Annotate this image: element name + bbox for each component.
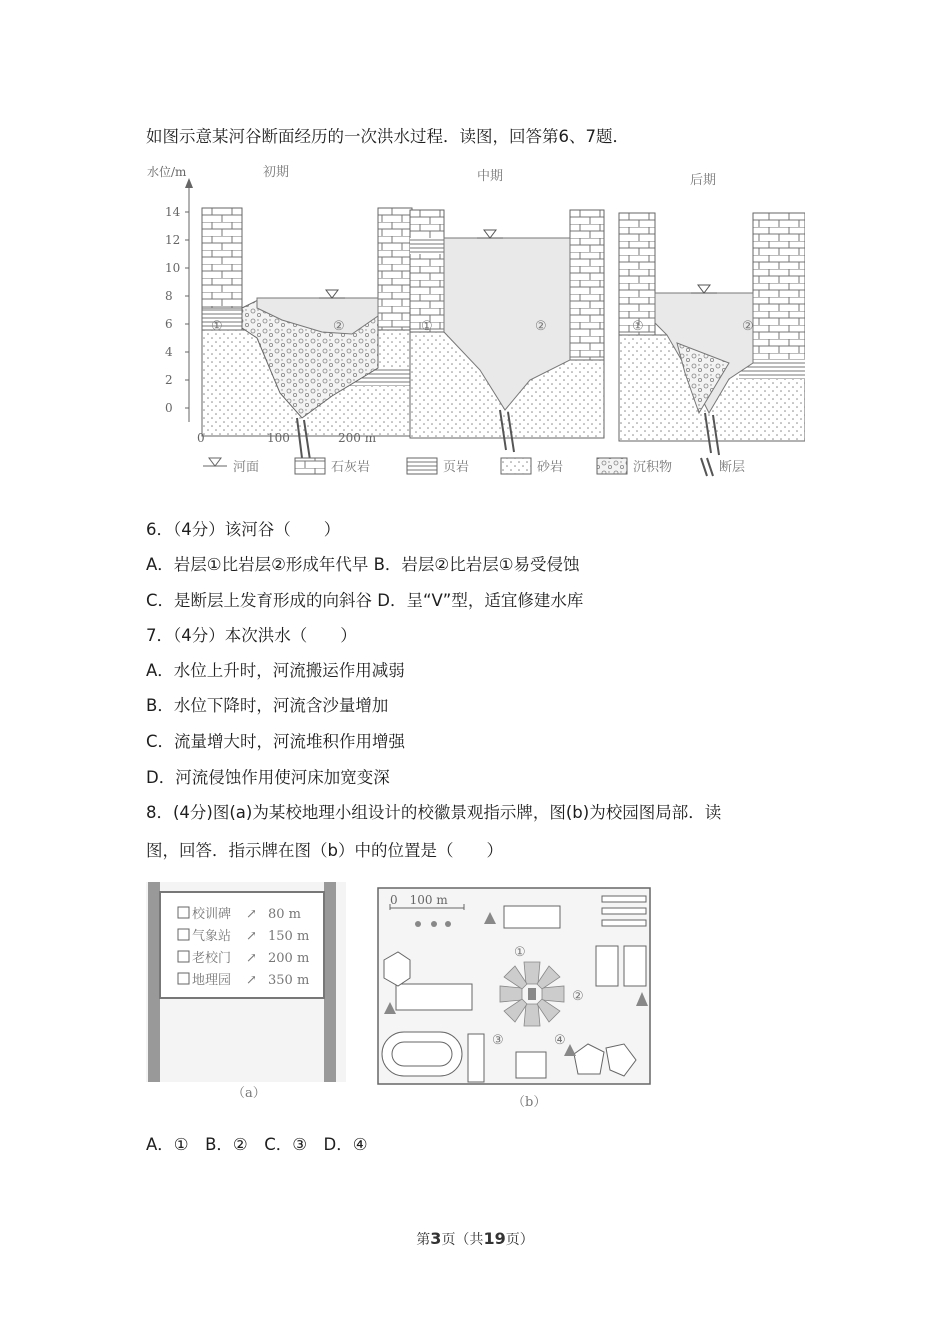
- sign-row-name: 气象站: [192, 929, 232, 944]
- direction-arrow-icon: ↗: [246, 929, 257, 944]
- footer-suffix: 页）: [505, 1232, 534, 1248]
- direction-arrow-icon: ↗: [246, 951, 257, 966]
- q7-option-d: D．河流侵蚀作用使河床加宽变深: [146, 768, 390, 787]
- panel-middle: [410, 210, 604, 452]
- legend-limestone: 石灰岩: [331, 460, 371, 475]
- sign-row-name: 校训碑: [192, 907, 232, 922]
- map-marker-3: ③: [492, 1033, 504, 1048]
- legend-sediment: 沉积物: [633, 460, 673, 475]
- river-valley-figure: [145, 160, 805, 490]
- q8-stem-line1: 8．(4分)图(a)为某校地理小组设计的校徽景观指示牌，图(b)为校园图局部．读: [146, 803, 722, 822]
- sign-row-name: 地理园: [192, 973, 232, 988]
- q7-stem: 7．（4分）本次洪水（ ）: [146, 626, 357, 645]
- caption-b: （b）: [512, 1095, 547, 1110]
- page-footer: [0, 1229, 950, 1249]
- y-tick-8: 8: [165, 289, 173, 303]
- y-tick-2: 2: [165, 373, 173, 387]
- marker-1-early: ①: [211, 319, 223, 334]
- panel-title-middle: 中期: [477, 169, 504, 184]
- sign-row-name: 老校门: [192, 951, 232, 966]
- x-tick-0: 0: [197, 431, 205, 445]
- q7-option-c: C．流量增大时，河流堆积作用增强: [146, 732, 406, 751]
- q7-option-b: B．水位下降时，河流含沙量增加: [146, 696, 389, 715]
- x-tick-100: 100: [267, 431, 290, 445]
- panel-early: [202, 208, 412, 460]
- campus-map-figure-b: [374, 884, 654, 1110]
- panel-title-early: 初期: [263, 165, 290, 180]
- legend-shale: 页岩: [443, 460, 470, 475]
- q8-options: A．① B．② C．③ D．④: [146, 1135, 368, 1154]
- sign-row-distance: 80 m: [268, 907, 302, 922]
- direction-arrow-icon: ↗: [246, 907, 257, 922]
- y-tick-12: 12: [165, 233, 181, 247]
- panel-late: [619, 213, 805, 455]
- y-tick-4: 4: [165, 345, 173, 359]
- caption-a: （a）: [232, 1086, 266, 1101]
- sign-row-distance: 150 m: [268, 929, 310, 944]
- map-scale: 0 100 m: [390, 893, 448, 907]
- direction-arrow-icon: ↗: [246, 973, 257, 988]
- sign-row-distance: 350 m: [268, 973, 310, 988]
- footer-prefix: 第: [416, 1232, 431, 1248]
- marker-1-late: ①: [632, 319, 644, 334]
- footer-mid: 页（共: [441, 1232, 484, 1248]
- map-marker-4: ④: [554, 1033, 566, 1048]
- y-tick-0: 0: [165, 401, 173, 415]
- q6-stem: 6．（4分）该河谷（ ）: [146, 520, 341, 539]
- legend-river-surface: 河面: [233, 460, 260, 475]
- q8-stem-line2: 图，回答．指示牌在图（b）中的位置是（ ）: [146, 841, 503, 860]
- x-tick-200: 200 m: [338, 431, 377, 445]
- y-tick-6: 6: [165, 317, 173, 331]
- legend-fault: 断层: [719, 460, 746, 475]
- q7-option-a: A．水位上升时，河流搬运作用减弱: [146, 661, 405, 680]
- signboard-figure-a: [146, 880, 346, 1110]
- y-axis-label: 水位/m: [147, 165, 187, 179]
- marker-1-middle: ①: [421, 319, 433, 334]
- map-marker-1: ①: [514, 945, 526, 960]
- panel-title-late: 后期: [690, 173, 717, 188]
- q6-options-cd: C．是断层上发育形成的向斜谷 D．呈“V”型，适宜修建水库: [146, 591, 584, 610]
- legend-sandstone: 砂岩: [537, 460, 564, 475]
- footer-total-pages: 19: [483, 1229, 506, 1248]
- y-tick-10: 10: [165, 261, 181, 275]
- footer-page-number: 3: [430, 1229, 442, 1248]
- intro-text: 如图示意某河谷断面经历的一次洪水过程．读图，回答第6、7题．: [146, 127, 629, 146]
- marker-2-late: ②: [742, 319, 754, 334]
- marker-2-middle: ②: [535, 319, 547, 334]
- marker-2-early: ②: [333, 319, 345, 334]
- y-tick-labels: [165, 205, 189, 415]
- y-tick-14: 14: [165, 205, 181, 219]
- q6-options-ab: A．岩层①比岩层②形成年代早 B．岩层②比岩层①易受侵蚀: [146, 555, 580, 574]
- legend: [203, 458, 745, 476]
- sign-row-distance: 200 m: [268, 951, 310, 966]
- map-marker-2: ②: [572, 989, 584, 1004]
